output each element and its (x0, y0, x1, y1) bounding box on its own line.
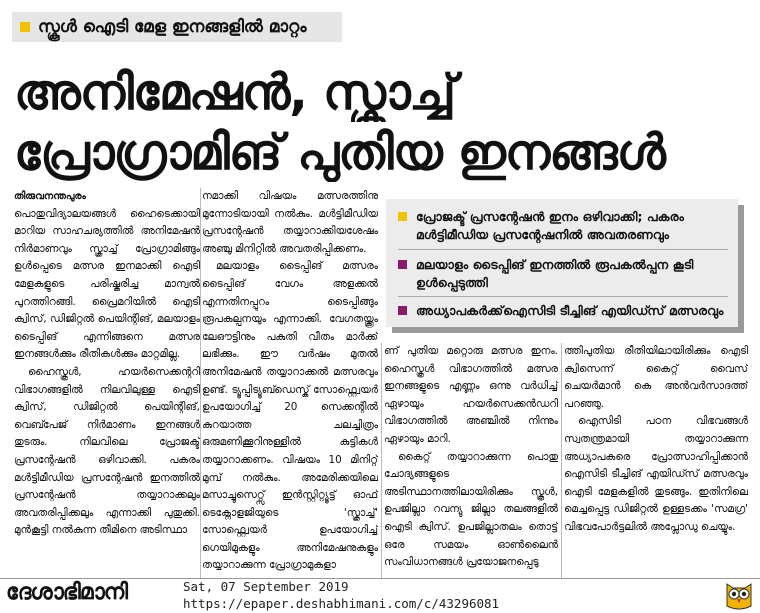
paragraph: മലയാളം ടൈപ്പിങ് മത്സരം ടൈപ്പിങ് വേഗം അളക്കൽ എന്നതിനപ്പുറം ടൈപ്പിങ്ങും രൂപകല്പനയും എന്നാക്കി. വേഗതയ്ക്കൂം ലേഔട്ടിനും പകുതി വീതം മാർക്ക് ലഭിക്കും. ഈ വർഷം മുതൽ അനിമേഷൻ തയ്യാറാക്കൽ മത്സരവും ഉണ്ട്. ട്യൂപ്പിട്യൂബ്ഡെസ്ക് സോഫ്റ്റ്വെയർ ഉപയോഗിച്ച് 20 സെക്കന്റിൽ കുറയാത്ത ചലച്ചിത്രം ഒരുമണിക്കൂറിനുള്ളിൽ കുട്ടികൾ തയ്യാറാക്കണം. വിഷയം 10 മിനിറ്റ് മുമ്പ് നൽകും. അമേരിക്കയിലെ മസാച്ചുസെറ്റ്സ് ഇൻസ്റ്റിറ്റ്യൂട്ട് ഓഫ് ടെക്നോളജിയുടെ 'സ്ക്രാച്ച്' സോഫ്റ്റ്വെയർ ഉപയോഗിച്ച് ഗെയിമുകളും അനിമേഷനുകളും തയ്യാറാക്കുന്ന പ്രോഗ്രാമുകളാ (202, 260, 378, 572)
paragraph: കൈറ്റ് തയ്യാറാക്കുന്ന പൊതു ചോദ്യങ്ങളുടെ അടിസ്ഥാനത്തിലായിരിക്കും സ്കൂൾ, ഉപജില്ലാ റവന്യു ജില്ലാ തലങ്ങളിൽ ഐടി ക്വിസ്. ഉപജില്ലാതലം തൊട്ട് ഒരേ സമയം ഓൺലൈൻ സംവിധാനങ്ങൾ പ്രയോജനപ്പെടു (384, 450, 558, 569)
footer-meta (183, 578, 499, 612)
article-column-2 (202, 188, 378, 578)
dateline: തിരുവനന്തപുരം (14, 191, 86, 202)
paragraph: പൊതുവിദ്യാലയങ്ങൾ ഹൈടെക്കായി മാറിയ സാഹചര്യത്തിൽ അനിമേഷൻ നിർമാണവും സ്ക്രാച്ച് പ്രോഗ്രാമിങ്ങും ഉൾപ്പെടെ മത്സര ഇനമാക്കി ഐടി മേളകളുടെ പരിഷ്കരിച്ച മാന്വൽ പുറത്തിറങ്ങി. പ്രൈമറിയിൽ ഐടി ക്വിസ്, ഡിജിറ്റൽ പെയിന്റിങ്, മലയാളം ടൈപ്പിങ് എന്നിങ്ങനെ മത്സര ഇനങ്ങൾക്കും രീതികൾക്കും മാറ്റമില്ല. (14, 207, 200, 361)
paragraph: ത്തിപുതിയ രീതിയിലായിരിക്കും ഐടി ക്വിസെന്ന് കൈറ്റ് വൈസ് ചെയർമാൻ കെ അൻവർസാദത്ത് പറഞ്ഞു. (564, 345, 748, 410)
highlight-item: പ്രോജക്ട് പ്രസന്റേഷൻ ഇനം ഒഴിവാക്കി; പകരം മൾട്ടിമീഡിയ പ്രസന്റേഷനിൽ അവതരണവും (398, 208, 728, 244)
column-divider (381, 343, 382, 578)
owl-icon (722, 578, 756, 612)
epaper-url[interactable]: https://epaper.deshabhimani.com/c/43296081 (183, 596, 500, 611)
column-divider (200, 188, 201, 578)
divider (398, 296, 728, 297)
article-column-1 (14, 188, 200, 578)
square-bullet-icon (398, 212, 407, 221)
headline-line-2: പ്രോഗ്രാമിങ് പുതിയ ഇനങ്ങൾ (14, 124, 665, 181)
divider (398, 249, 728, 250)
highlight-item: മലയാളം ടൈപ്പിങ് ഇനത്തിൽ രൂപകൽപ്പന കൂടി ഉൾപ്പെടുത്തി (398, 256, 728, 292)
paragraph: ണ് പുതിയ മറ്റൊരു മത്സര ഇനം. ഹൈസ്കൂൾ വിഭാഗത്തിൽ മത്സര ഇനങ്ങളുടെ എണ്ണം ഒന്നു വർധിച്ച് ഏഴായും ഹയർസെക്കൻഡറി വിഭാഗത്തിൽ അഞ്ചിൽ നിന്നും ഏഴായും മാറി. (384, 345, 558, 445)
article-column-3 (384, 343, 558, 578)
highlight-item: അധ്യാപകർക്ക്ഐസിടി ടീച്ചിങ് എയിഡ്സ് മത്സരവും (398, 302, 728, 320)
column-divider (561, 343, 562, 578)
paragraph: ഹൈസ്കൂൾ, ഹയർസെക്കന്ററി വിഭാഗങ്ങളിൽ നിലവിലുള്ള ഐടി ക്വിസ്, ഡിജിറ്റൽ പെയിന്റിങ്, വെബ്പേജ് നിർമാണം ഇനങ്ങൾ തുടരും. നിലവിലെ പ്രോജക്ട് പ്രസന്റേഷൻ ഒഴിവാക്കി. പകരം മൾട്ടിമീഡിയ പ്രസന്റേഷൻ ഇനത്തിൽ പ്രസന്റേഷൻ തയ്യാറാക്കലും അവതരിപ്പിക്കലും എന്നാക്കി പുതുക്കി. മുൻകൂട്ടി നൽകുന്ന തീമിനെ അടിസ്ഥാ (14, 365, 200, 537)
headline-line-1: അനിമേഷൻ, സ്ക്രാച്ച് (14, 64, 455, 121)
newspaper-logo: ദേശാഭിമാനി (6, 580, 128, 605)
square-bullet-icon (398, 260, 407, 269)
highlights-box (386, 199, 738, 327)
paragraph: ഐസിടി പഠന വിഭവങ്ങൾ സ്വതന്ത്രമായി തയ്യാറാക്കുന്ന അധ്യാപകരെ പ്രോത്സാഹിപ്പിക്കാൻ ഐസിടി ടീച്ചിങ് എയിഡ്സ് മത്സരവും ഐടി മേളകളിൽ തുടങ്ങും. ഇതിനിലെ മെച്ചപ്പെട്ട ഡിജിറ്റൽ ഉള്ളടക്കം 'സമഗ്ര' വിഭവപോർട്ടലിൽ അപ്ലോഡു ചെയ്യും. (564, 415, 748, 533)
kicker-text: സ്കൂൾ ഐടി മേള ഇനങ്ങളിൽ മാറ്റം (38, 17, 307, 37)
edition-date: Sat, 07 September 2019 (183, 579, 349, 594)
kicker-square-icon (20, 22, 30, 32)
paragraph: നമാക്കി വിഷയം മത്സരത്തിനു മുന്നോടിയായി നൽകും. മൾട്ടിമീഡിയ പ്രസന്റേഷൻ തയ്യാറാക്കിയശേഷം അഞ്ചു മിനിറ്റിൽ അവതരിപ്പിക്കണം. (202, 190, 378, 255)
square-bullet-icon (398, 306, 407, 315)
section-kicker (12, 12, 342, 42)
article-column-4 (564, 343, 748, 578)
